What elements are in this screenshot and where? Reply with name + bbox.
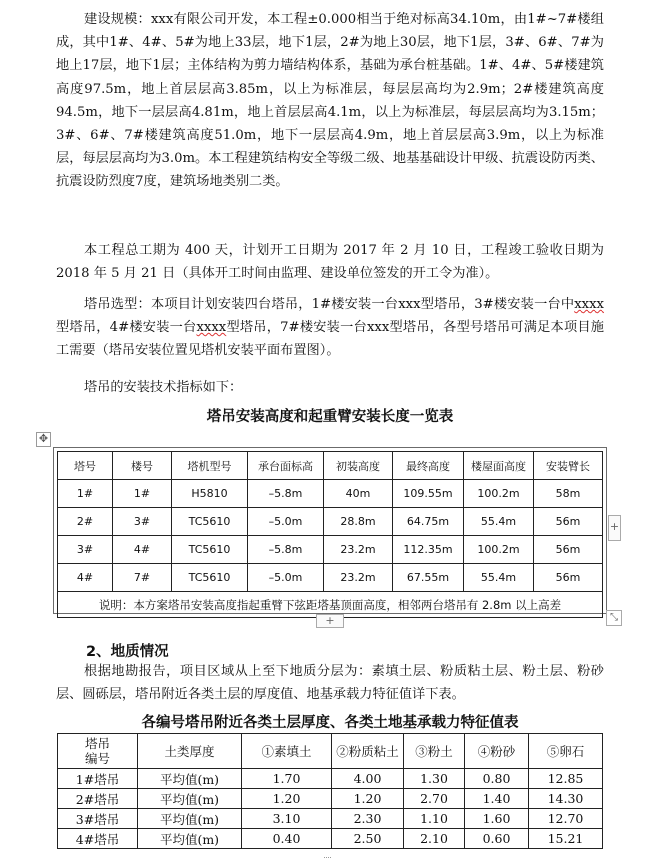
table-row bbox=[58, 480, 603, 508]
table-cell: 58m bbox=[534, 480, 603, 508]
table-cell: 2.30 bbox=[332, 809, 404, 829]
table-cell: 1.30 bbox=[404, 769, 465, 789]
table-cell: 56m bbox=[534, 564, 603, 592]
table-cell: 28.8m bbox=[324, 508, 393, 536]
table-cell: –5.0m bbox=[248, 508, 324, 536]
table-cell: 1# bbox=[113, 480, 172, 508]
table-row bbox=[58, 829, 603, 849]
header-cell: 初装高度 bbox=[324, 452, 393, 480]
crane-table bbox=[57, 451, 603, 618]
table-cell: 1.70 bbox=[242, 769, 332, 789]
table-cell: 4# bbox=[113, 536, 172, 564]
paragraph-crane-selection bbox=[56, 293, 604, 363]
table-cell: 2#塔吊 bbox=[58, 789, 138, 809]
selection-text-3: 型塔吊，7#楼安装一台xxx型塔吊，各型号塔吊可满足本项目施工需要（塔吊安装位置见塔机安装平面布置图）。 bbox=[56, 320, 604, 359]
table-cell: H5810 bbox=[172, 480, 248, 508]
table-cell: 1.10 bbox=[404, 809, 465, 829]
table-cell: 平均值(m) bbox=[138, 809, 242, 829]
add-column-icon[interactable]: + bbox=[608, 515, 621, 541]
paragraph-scale: 建设规模：xxx有限公司开发，本工程±0.000相当于绝对标高34.10m，由1#~7#楼组成，其中1#、4#、5#为地上33层，地下1层，2#为地上30层，地下1层，3#、6#、7#为地上17层，地下1层；主体结构为剪力墙结构体系，基础为承台桩基础。1#、4#、5#楼建筑高度97.5m，地上首层层高3.85m，以上为标准层，每层层高均为2.9m；2#楼建筑高度94.5m，地下一层层高4.81m，地上首层层高4.1m，以上为标准层，每层层高均为3.15m；3#、6#、7#楼建筑高度51.0m，地下一层层高4.9m，地上首层层高3.9m，以上为标准层，每层层高均为3.0m。本工程建筑结构安全等级二级、地基基础设计甲级、抗震设防丙类、抗震设防烈度7度，建筑场地类别二类。 bbox=[56, 12, 604, 190]
table-cell: 100.2m bbox=[464, 480, 534, 508]
table-cell: 1# bbox=[58, 480, 113, 508]
header-cell: 楼号 bbox=[113, 452, 172, 480]
table-move-handle-icon[interactable]: ✥ bbox=[36, 432, 51, 447]
table-cell: 0.80 bbox=[465, 769, 529, 789]
add-row-icon[interactable]: + bbox=[316, 614, 344, 628]
table-cell: 15.21 bbox=[529, 829, 603, 849]
crane-table-caption: 塔吊安装高度和起重臂安装长度一览表 bbox=[206, 408, 454, 425]
table-cell: 3# bbox=[113, 508, 172, 536]
table-cell: TC5610 bbox=[172, 536, 248, 564]
paragraph-geology: 根据地勘报告，项目区域从上至下地质分层为：素填土层、粉质粘土层、粉土层、粉砂层、圆砾层，塔吊附近各类土层的厚度值、地基承载力特征值详下表。 bbox=[56, 664, 604, 703]
table-cell: 0.60 bbox=[465, 829, 529, 849]
table-cell: 1.40 bbox=[465, 789, 529, 809]
header-cell: ④粉砂 bbox=[465, 734, 529, 769]
table-cell: 4# bbox=[58, 564, 113, 592]
table-cell: 1#塔吊 bbox=[58, 769, 138, 789]
table-note: 说明：本方案塔吊安装高度指起重臂下弦距塔基顶面高度，相邻两台塔吊有 2.8m 以上高差 bbox=[58, 592, 603, 618]
table-cell: 3.10 bbox=[242, 809, 332, 829]
table-cell: 3# bbox=[58, 536, 113, 564]
table-cell: 12.85 bbox=[529, 769, 603, 789]
table-cell: TC5610 bbox=[172, 564, 248, 592]
paragraph-schedule: 本工程总工期为 400 天，计划开工日期为 2017 年 2 月 10 日，工程竣工验收日期为 2018 年 5 月 21 日（具体开工时间由监理、建设单位签发的开工令为准）。 bbox=[56, 243, 604, 282]
table-cell: –5.8m bbox=[248, 536, 324, 564]
table-cell: 平均值(m) bbox=[138, 769, 242, 789]
table-resize-icon[interactable]: ⤡ bbox=[606, 610, 622, 626]
header-cell: 楼屋面高度 bbox=[464, 452, 534, 480]
soil-table-caption: 各编号塔吊附近各类土层厚度、各类土地基承载力特征值表 bbox=[141, 714, 519, 731]
table-cell: 12.70 bbox=[529, 809, 603, 829]
section-heading: 2、地质情况 bbox=[86, 644, 169, 660]
spellcheck-word: xxxx bbox=[574, 297, 604, 312]
selection-text-1: 塔吊选型：本项目计划安装四台塔吊，1#楼安装一台xxx型塔吊，3#楼安装一台中 bbox=[84, 297, 575, 312]
table-cell: 55.4m bbox=[464, 564, 534, 592]
table-cell: 56m bbox=[534, 536, 603, 564]
soil-table bbox=[57, 733, 603, 849]
spellcheck-word: xxxx bbox=[196, 320, 227, 336]
header-cell: 承台面标高 bbox=[248, 452, 324, 480]
header-cell: ③粉土 bbox=[404, 734, 465, 769]
table-row bbox=[58, 769, 603, 789]
header-cell: 最终高度 bbox=[393, 452, 464, 480]
table-header-row bbox=[58, 452, 603, 480]
table-row bbox=[58, 508, 603, 536]
table-cell: 1.60 bbox=[465, 809, 529, 829]
table-row bbox=[58, 809, 603, 829]
table-cell: 67.55m bbox=[393, 564, 464, 592]
paragraph-tech-intro: 塔吊的安装技术指标如下： bbox=[84, 380, 243, 395]
table-cell: 23.2m bbox=[324, 536, 393, 564]
header-cell: 安装臂长 bbox=[534, 452, 603, 480]
table-cell: 2.70 bbox=[404, 789, 465, 809]
table-cell: 14.30 bbox=[529, 789, 603, 809]
table-cell: –5.8m bbox=[248, 480, 324, 508]
table-cell: 3#塔吊 bbox=[58, 809, 138, 829]
header-line: 塔吊 bbox=[84, 736, 110, 751]
table-cell: 1.20 bbox=[332, 789, 404, 809]
header-cell: ①素填土 bbox=[242, 734, 332, 769]
table-cell: 64.75m bbox=[393, 508, 464, 536]
table-cell: 2.50 bbox=[332, 829, 404, 849]
table-header-row bbox=[58, 734, 603, 769]
table-cell: 2# bbox=[58, 508, 113, 536]
table-cell: 4#塔吊 bbox=[58, 829, 138, 849]
table-cell: 55.4m bbox=[464, 508, 534, 536]
table-cell: 平均值(m) bbox=[138, 789, 242, 809]
table-cell: 100.2m bbox=[464, 536, 534, 564]
selection-text-2: 型塔吊，4#楼安装一台 bbox=[56, 320, 197, 336]
table-cell: 1.20 bbox=[242, 789, 332, 809]
header-cell bbox=[58, 734, 138, 769]
page-break-mark bbox=[324, 857, 331, 862]
header-cell: ⑤卵石 bbox=[529, 734, 603, 769]
table-row bbox=[58, 536, 603, 564]
table-row bbox=[58, 564, 603, 592]
header-line: 编号 bbox=[84, 751, 110, 766]
table-cell: 0.40 bbox=[242, 829, 332, 849]
table-cell: 23.2m bbox=[324, 564, 393, 592]
header-cell: 塔号 bbox=[58, 452, 113, 480]
table-cell: 40m bbox=[324, 480, 393, 508]
table-cell: 4.00 bbox=[332, 769, 404, 789]
table-cell: 7# bbox=[113, 564, 172, 592]
header-cell: ②粉质粘土 bbox=[332, 734, 404, 769]
table-cell: 56m bbox=[534, 508, 603, 536]
table-cell: –5.0m bbox=[248, 564, 324, 592]
table-cell: 109.55m bbox=[393, 480, 464, 508]
table-cell: 112.35m bbox=[393, 536, 464, 564]
table-cell: 平均值(m) bbox=[138, 829, 242, 849]
table-cell: 2.10 bbox=[404, 829, 465, 849]
table-cell: TC5610 bbox=[172, 508, 248, 536]
header-cell: 塔机型号 bbox=[172, 452, 248, 480]
table-row bbox=[58, 789, 603, 809]
header-cell: 土类厚度 bbox=[138, 734, 242, 769]
